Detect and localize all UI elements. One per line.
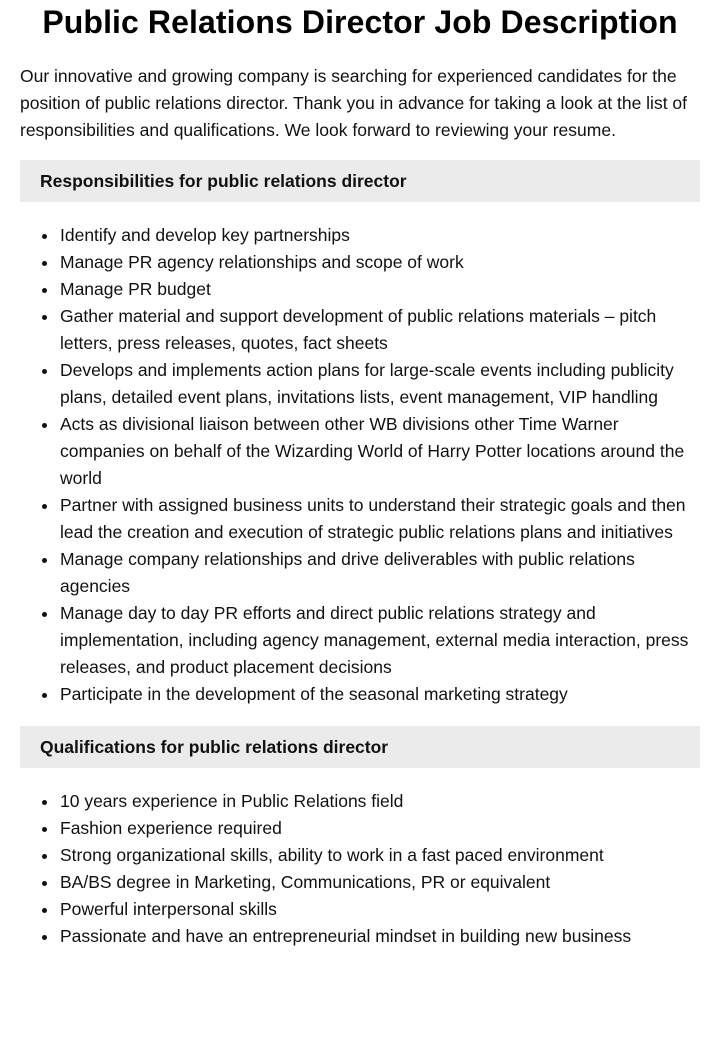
list-item: Manage PR budget: [60, 276, 700, 303]
list-item: Develops and implements action plans for large-scale events including publicity plans, detailed event plans, invitations lists, event management, VIP handling: [60, 357, 700, 411]
list-item: Manage PR agency relationships and scope of work: [60, 249, 700, 276]
list-item: Gather material and support development of public relations materials – pitch letters, press releases, quotes, fact sheets: [60, 303, 700, 357]
list-item: Partner with assigned business units to understand their strategic goals and then lead the creation and execution of strategic public relations plans and initiatives: [60, 492, 700, 546]
list-item: 10 years experience in Public Relations field: [60, 788, 700, 815]
list-item: Acts as divisional liaison between other WB divisions other Time Warner companies on behalf of the Wizarding World of Harry Potter locations around the world: [60, 411, 700, 492]
list-item: Powerful interpersonal skills: [60, 896, 700, 923]
responsibilities-section-header: [20, 160, 700, 202]
list-item: Participate in the development of the seasonal marketing strategy: [60, 681, 700, 708]
list-item: Strong organizational skills, ability to work in a fast paced environment: [60, 842, 700, 869]
qualifications-section-header: [20, 726, 700, 768]
qualifications-list: [20, 788, 700, 950]
list-item: Manage day to day PR efforts and direct public relations strategy and implementation, including agency management, external media interaction, press releases, and product placement decisions: [60, 600, 700, 681]
intro-paragraph: Our innovative and growing company is searching for experienced candidates for the position of public relations director. Thank you in advance for taking a look at the list of responsibilities and qualifications. We look forward to reviewing your resume.: [20, 66, 688, 140]
list-item: Manage company relationships and drive deliverables with public relations agencies: [60, 546, 700, 600]
list-item: BA/BS degree in Marketing, Communications, PR or equivalent: [60, 869, 700, 896]
responsibilities-list: [20, 222, 700, 708]
page-title: Public Relations Director Job Description: [42, 4, 678, 40]
list-item: Identify and develop key partnerships: [60, 222, 700, 249]
list-item: Fashion experience required: [60, 815, 700, 842]
list-item: Passionate and have an entrepreneurial mindset in building new business: [60, 923, 700, 950]
qualifications-heading: Qualifications for public relations director: [40, 736, 389, 757]
responsibilities-heading: Responsibilities for public relations director: [40, 170, 407, 191]
